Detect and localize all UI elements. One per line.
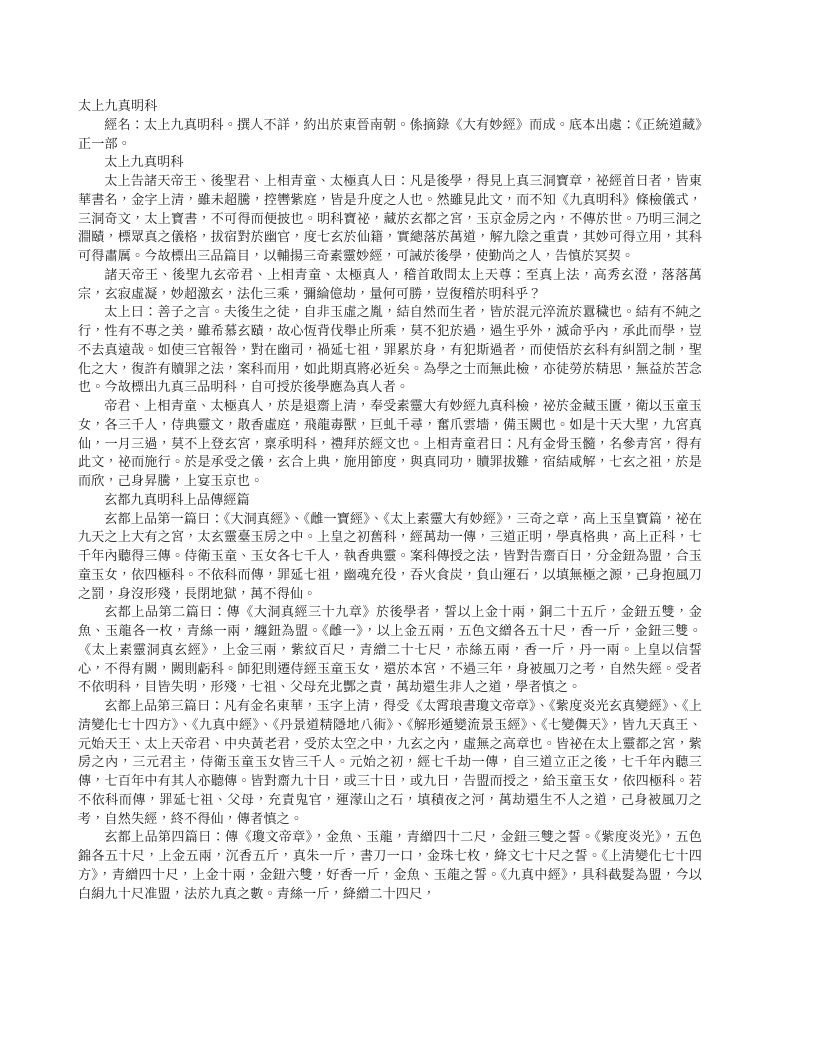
paragraph-2: 諸天帝王、後聖九玄帝君、上相青童、太極真人，稽首敢問太上天尊：至真上法，高秀玄澄，落落萬宗，玄寂虛凝，妙超激玄，法化三乘，彌綸億劫，量何可勝，豈復稽於明科乎？ (78, 267, 702, 302)
paragraph-4: 帝君、上相青童、太極真人，於是退齋上清，奉受素靈大有妙經九真科檢，祕於金藏玉匱，衛以玉童玉女，各三千人，侍典靈文，散香虛庭，飛龍毒獸，巨虬千尋，奮爪雲墻，備玉闕也。如是十天大聖，九宮真仙，一月三過，莫不上登玄宮，稟承明科，禮拜於經文也。上相青童君曰：凡有金骨玉髓，名參青宮，得有此文，祕而施行。於是承受之儀，玄合上典，施用節度，與真同功，贖罪拔難，宿結咸解，七玄之祖，於是而欣，己身昇騰，上宴玉京也。 (78, 399, 702, 489)
document-title-heading: 太上九真明科 (78, 99, 158, 114)
paragraph-3: 太上曰：善子之言。夫後生之徒，自非玉虛之胤，結自然而生者，皆於混元淬流於囂穢也。結有不純之行，性有不專之美，雖希慕玄賾，故心恆背伐舉止所乘，莫不犯於過，過生乎外，滅命乎內，承此而學，豈不去真遠哉。如使三官報咎，對在幽司，禍延七祖，罪累於身，有犯斯過者，而使悟於玄科有糾罰之制，聖化之大，復許有贖罪之法，案科而用，如此期真將必近矣。為學之士而無此檢，亦徒勞於精思，無益於苦念也。今故標出九真三品明科，自可授於後學應為真人者。 (78, 305, 702, 396)
paragraph-8: 玄都上品第四篇曰：傳《瓊文帝章》，金魚、玉龍，青繒四十二尺，金鈕三雙之誓。《紫度炎光》，五色錦各五十尺，上金五兩，沉香五斤，真朱一斤，書刀一口，金珠七枚，絳文七十尺之誓。《上清變化七十四方》，青繒四十尺，上金十兩，金鈕六雙，好香一斤，金魚、玉龍之誓。《九真中經》，具科截髮為盟，今以白絹九十尺准盟，法於九真之數。青絲一斤，絳繒二十四尺， (78, 830, 702, 902)
document-colophon: 經名：太上九真明科。撰人不詳，約出於東晉南朝。係摘錄《大有妙經》而成。底本出處：《正統道藏》正一部。 (78, 117, 702, 152)
document-inner-title: 太上九真明科 (104, 155, 184, 171)
section-heading-transmission: 玄都九真明科上品傳經篇 (104, 492, 250, 508)
document-text-body (78, 98, 702, 904)
paragraph-7: 玄都上品第三篇曰：凡有金名東華，玉字上清，得受《太霄琅書瓊文帝章》、《紫度炎光玄真變經》、《上清變化七十四方》、《九真中經》、《丹景道精隱地八術》、《解形遁變流景玉經》、《七變儛天》，皆九天真王、元始天王、太上天帝君、中央黃老君，受於太空之中，九玄之內，虛無之高章也。皆祕在太上靈都之宮，紫房之內，三元君主，侍衛玉童玉女皆三千人。元始之初，經七千劫一傳，自三道立正之後，七千年內聽三傳，七百年中有其人亦聽傳。皆對齋九十日，或三十日，或九日，告盟而授之，給玉童玉女，依四極科。若不依科而傳，罪延七祖、父母，充責鬼官，運濛山之石，填積夜之河，萬劫還生不人之道，己身被風刀之考，自然失經，終不得仙，傳者慎之。 (78, 699, 702, 827)
paragraph-6: 玄都上品第二篇曰：傳《大洞真經三十九章》於後學者，誓以上金十兩，銅二十五斤，金鈕五雙，金魚、玉龍各一枚，青絲一兩，纏鈕為盟。《雌一》，以上金五兩，五色文繒各五十尺，香一斤，金鈕三雙。《太上素靈洞真玄經》，上金三兩，紫紋百尺，青繒二十七尺，赤絲五兩，香一斤，丹一兩。上皇以信誓心，不得有闕，闕則虧科。師犯則遷侍經玉童玉女，還於本宮，不過三年，身被風刀之考，自然失經。受者不依明科，目皆失明，形殘，七祖、父母充北酆之責，萬劫還生非人之道，學者慎之。 (78, 605, 702, 696)
paragraph-1: 太上告諸天帝王、後聖君、上相青童、太極真人曰：凡是後學，得見上真三洞寶章，祕經首日者，皆東華書名，金字上清，雖未超騰，控轡紫庭，皆是升度之人也。然雖見此文，而不知《九真明科》條檢儀式，三洞奇文，太上寶書，不可得而便披也。明科寶祕，藏於玄都之宮，玉京金房之內，不傳於世。乃明三洞之淵賾，標眾真之儀格，拔宿對於幽官，度七玄於仙籍，實總落於萬道，解九陰之重責，其妙可得立用，其科可得肅厲。今故標出三品篇目，以輔揚三奇素靈妙經，可誡於後學，使勤尚之人，告慎於冥契。 (78, 174, 702, 264)
paragraph-5: 玄都上品第一篇曰：《大洞真經》、《雌一寶經》、《太上素靈大有妙經》，三奇之章，高上玉皇寶篇，祕在九天之上大有之宮，太玄靈臺玉房之中。上皇之初舊科，經萬劫一傳，三道正明，學真格典，高上正科，七千年內聽得三傳。侍衛玉童、玉女各七千人，執香典靈。案科傳授之法，皆對告齋百日，分金鈕為盟，合玉童玉女，依四極科。不依科而傳，罪延七祖，幽魂充役，吞火食炭，負山運石，以填無極之源，己身抱風刀之罰，身沒形殘，長閉地獄，萬不得仙。 (78, 511, 702, 602)
